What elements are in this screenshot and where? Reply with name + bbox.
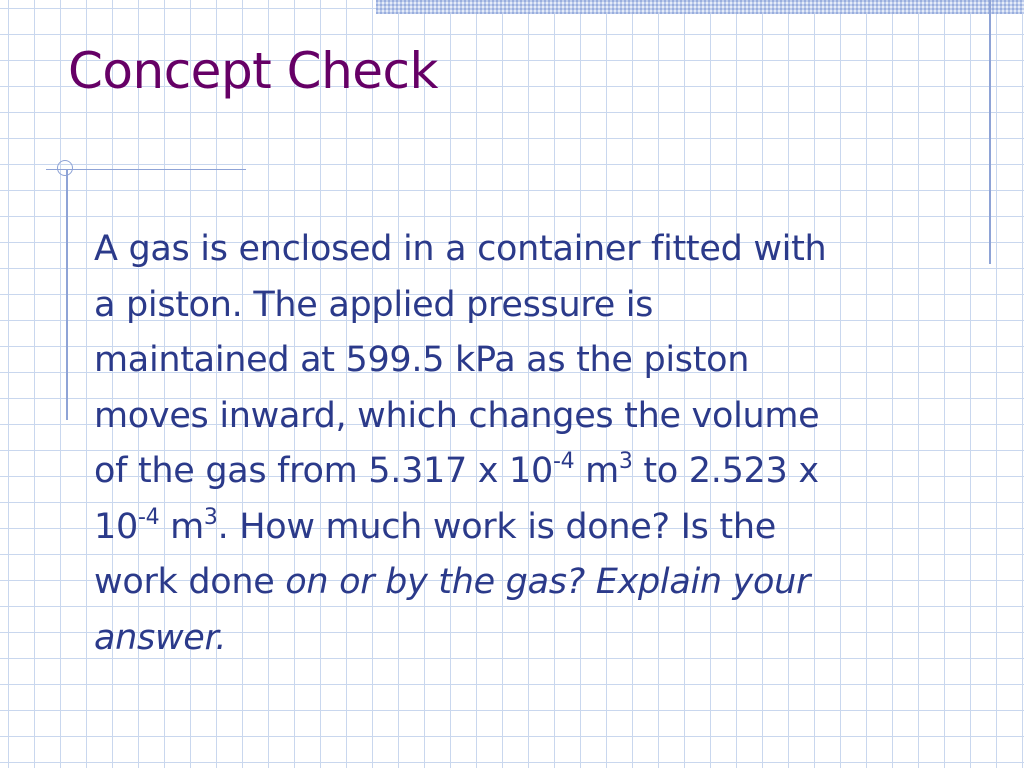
body-line-4: moves inward, which changes the volume <box>94 395 820 436</box>
body-line-3: maintained at 599.5 kPa as the piston <box>94 340 750 380</box>
unit-cubic-meter-second: m <box>159 506 204 547</box>
body-line-6-end: . How much work is done? Is the <box>217 506 776 547</box>
right-vertical-rule <box>989 0 991 264</box>
body-line-7-italic: on or by the gas? Explain your <box>285 562 811 602</box>
title-underline-rule <box>46 169 246 170</box>
left-vertical-rule <box>66 170 68 420</box>
body-line-6-start: 10 <box>94 506 138 547</box>
body-line-5-end: to 2.523 x <box>632 451 819 491</box>
body-line-8-italic: answer. <box>94 617 227 658</box>
exponent-neg4-second: -4 <box>137 504 160 530</box>
exponent-3-second: 3 <box>203 504 218 530</box>
unit-cubic-meter-first: m <box>574 451 619 491</box>
body-line-2: a piston. The applied pressure is <box>94 284 654 325</box>
slide-body-text <box>94 222 974 666</box>
top-decorative-band <box>376 0 1024 14</box>
slide-title: Concept Check <box>68 42 438 100</box>
exponent-neg4-first: -4 <box>552 449 575 474</box>
body-line-7-start: work done <box>94 562 286 602</box>
body-line-5-start: of the gas from 5.317 x 10 <box>94 451 553 491</box>
exponent-3-first: 3 <box>618 449 633 474</box>
body-line-1: A gas is enclosed in a container fitted with <box>94 229 827 269</box>
circle-ornament-icon <box>57 160 73 176</box>
